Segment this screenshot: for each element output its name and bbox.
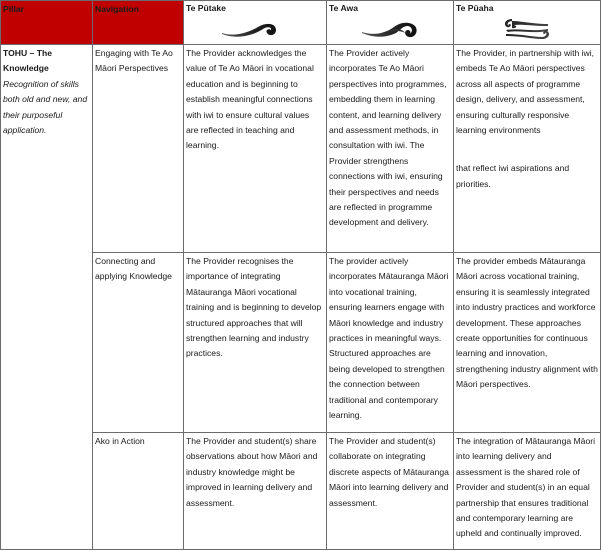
koru-single-icon	[220, 16, 280, 42]
te-puaha-cell: The integration of Mātauranga Māori into learning delivery and assessment is the shared role of Provider and student(s) in an equal partnership that ensures traditional and contemporary learning are upheld and continually improved.	[454, 433, 601, 550]
te-putake-cell: The Provider recognises the importance of integrating Mātauranga Māori vocational training and is beginning to develop structured approaches that will strengthen learning and industry practices.	[184, 253, 327, 433]
te-awa-cell: The Provider and student(s) collaborate on integrating discrete aspects of Mātauranga Māori into learning delivery and assessment.	[327, 433, 454, 550]
header-te-puaha	[454, 1, 601, 45]
header-navigation: Navigation	[93, 1, 184, 45]
navigation-cell: Connecting and applying Knowledge	[93, 253, 184, 433]
te-putake-cell: The Provider and student(s) share observations about how Māori and industry knowledge might be improved in learning delivery and assessment.	[184, 433, 327, 550]
table-row	[1, 45, 601, 253]
level-title-te-putake: Te Pūtake	[186, 3, 226, 13]
te-puaha-text-part2: that reflect iwi aspirations and priorities.	[456, 163, 570, 189]
navigation-cell: Ako in Action	[93, 433, 184, 550]
header-row	[1, 1, 601, 45]
pillar-title: TOHU – The Knowledge	[3, 48, 53, 74]
header-te-awa	[327, 1, 454, 45]
te-puaha-cell: The provider embeds Mātauranga Māori across vocational training, ensuring it is seamlessly integrated into industry practices and workforce development. These approaches create opportunities for continuous learning and innovation, strengthening industry alignment with Māori perspectives.	[454, 253, 601, 433]
header-pillar: Pillar	[1, 1, 93, 45]
navigation-cell: Engaging with Te Ao Māori Perspectives	[93, 45, 184, 253]
koru-double-icon	[360, 16, 420, 42]
te-puaha-cell	[454, 45, 601, 253]
paragraph-gap	[456, 138, 598, 161]
te-awa-cell: The provider actively incorporates Mātauranga Māori into vocational training, ensuring learners engage with Māori knowledge and industry practices in meaningful ways. Structured approaches are being developed to strengthen the connection between traditional and contemporary learning.	[327, 253, 454, 433]
te-puaha-text-part1: The Provider, in partnership with iwi, embeds Te Ao Māori perspectives across all aspects of programme design, delivery, and assessment, ensuring culturally responsive learning environments	[456, 48, 595, 136]
pillar-description: Recognition of skills both old and new, and their purposeful application.	[3, 78, 88, 136]
level-title-te-awa: Te Awa	[329, 3, 358, 13]
te-putake-cell: The Provider acknowledges the value of Te Ao Māori in vocational education and is beginning to establish meaningful connections with iwi to ensure cultural values are reflected in teaching and learning.	[184, 45, 327, 253]
pillar-cell	[1, 45, 93, 550]
header-te-putake	[184, 1, 327, 45]
level-title-te-puaha: Te Pūaha	[456, 3, 494, 13]
te-awa-cell: The Provider actively incorporates Te Ao Māori perspectives into programmes, embedding them in learning content, and learning delivery and assessment methods, in consultation with iwi. The Provider strengthens connections with iwi, ensuring their perspectives and needs are reflected in programme development and delivery.	[327, 45, 454, 253]
koru-triple-icon	[502, 16, 552, 42]
